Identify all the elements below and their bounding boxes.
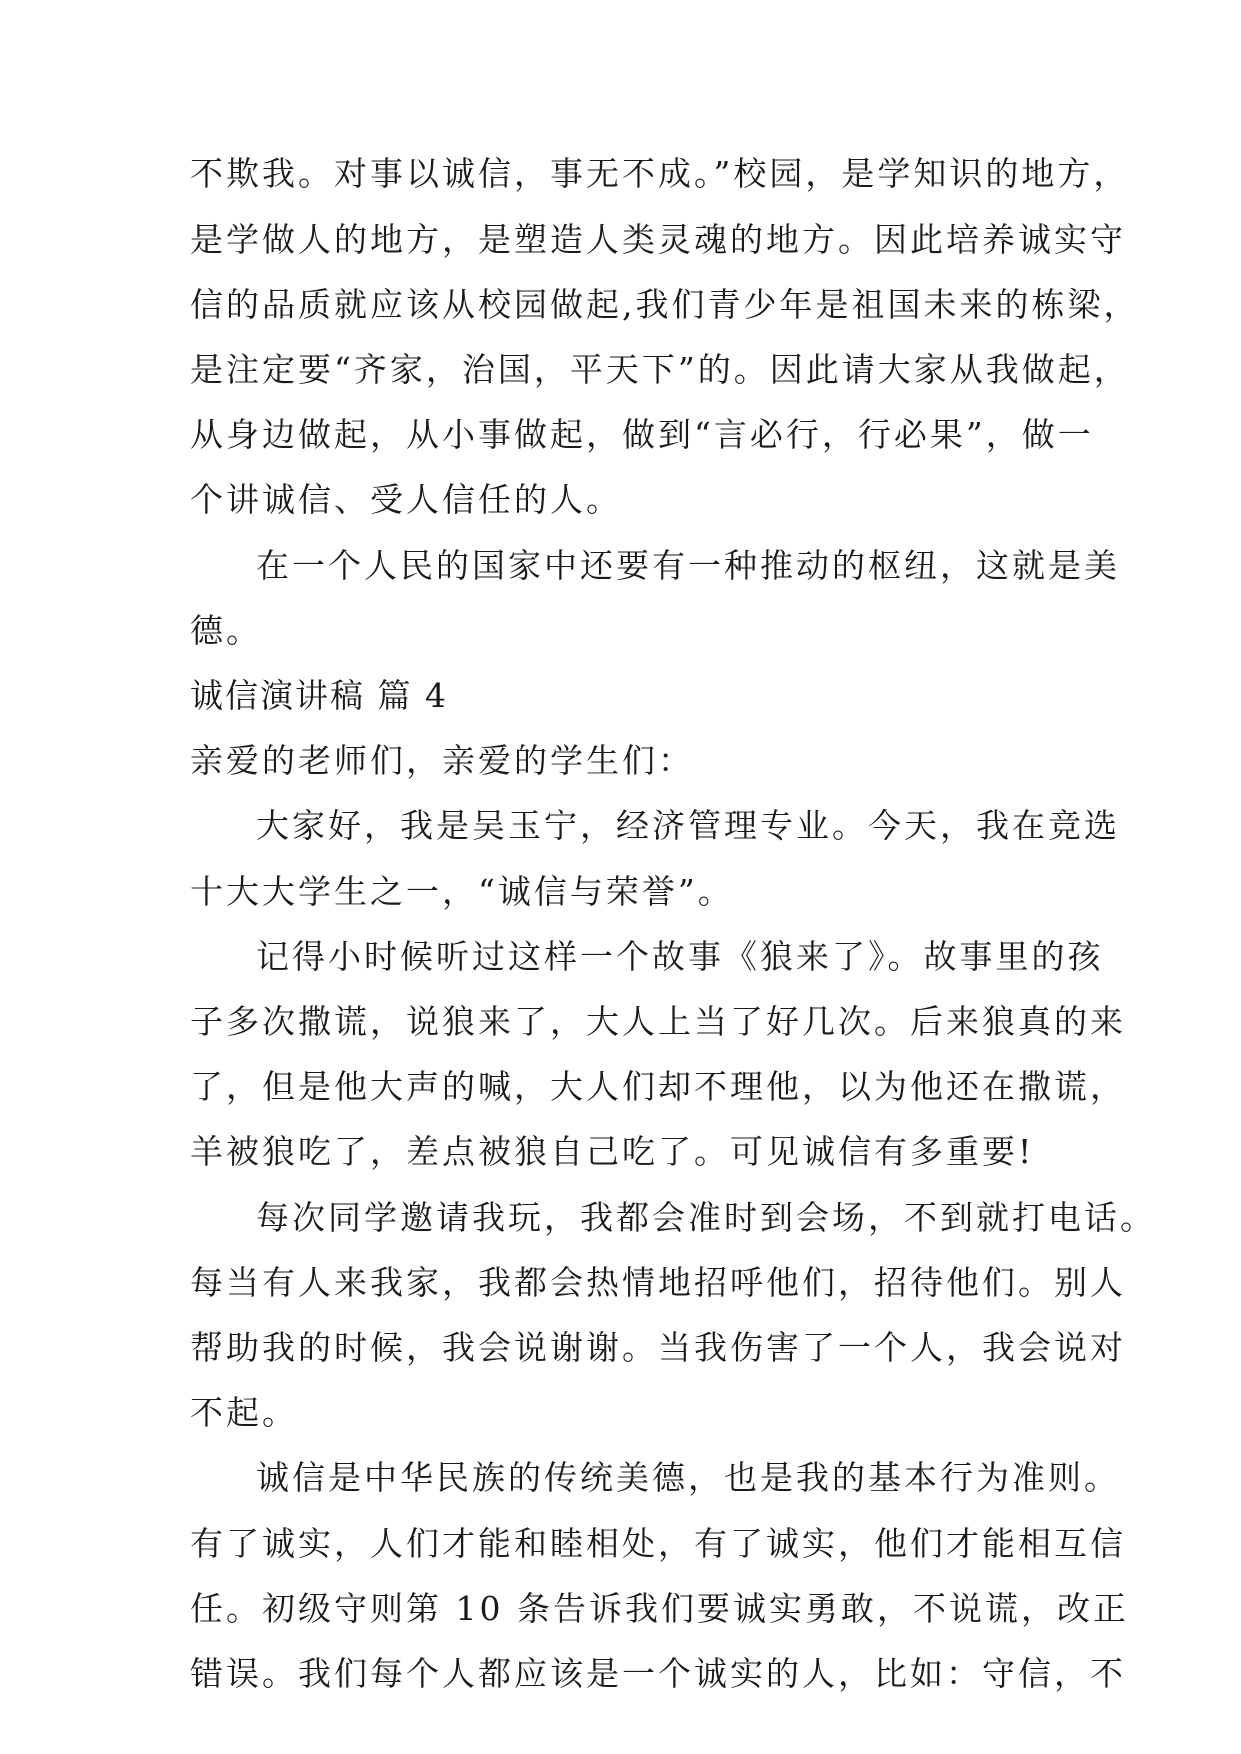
paragraph-first-line: 每次同学邀请我玩，我都会准时到会场，不到就打电话。	[256, 1198, 1156, 1237]
paragraph-first-line: 记得小时候听过这样一个故事《狼来了》。故事里的孩	[256, 937, 1104, 976]
text-line: 是学做人的地方，是塑造人类灵魂的地方。因此培养诚实守	[190, 220, 1126, 259]
paragraph-first-line: 在一个人民的国家中还要有一种推动的枢纽，这就是美	[256, 546, 1120, 585]
paragraph-first-line: 大家好，我是吴玉宁，经济管理专业。今天，我在竞选	[256, 806, 1120, 845]
text-line: 羊被狼吃了，差点被狼自己吃了。可见诚信有多重要!	[190, 1132, 1035, 1171]
text-line: 帮助我的时候，我会说谢谢。当我伤害了一个人，我会说对	[190, 1328, 1126, 1367]
salutation: 亲爱的老师们，亲爱的学生们：	[190, 741, 694, 780]
text-line: 了，但是他大声的喊，大人们却不理他，以为他还在撒谎，	[190, 1067, 1126, 1106]
paragraph-first-line: 诚信是中华民族的传统美德，也是我的基本行为准则。	[256, 1458, 1120, 1497]
text-line: 子多次撒谎，说狼来了，大人上当了好几次。后来狼真的来	[190, 1002, 1126, 1041]
text-line: 从身边做起，从小事做起，做到“言必行，行必果”，做一	[190, 415, 1094, 454]
text-line: 不起。	[190, 1393, 298, 1432]
text-line: 每当有人来我家，我都会热情地招呼他们，招待他们。别人	[190, 1263, 1126, 1302]
text-line: 个讲诚信、受人信任的人。	[190, 480, 622, 519]
text-line: 是注定要“齐家，治国，平天下”的。因此请大家从我做起，	[190, 350, 1130, 389]
text-line: 有了诚实，人们才能和睦相处，有了诚实，他们才能相互信	[190, 1524, 1126, 1563]
text-line: 错误。我们每个人都应该是一个诚实的人，比如：守信，不	[190, 1654, 1126, 1693]
section-heading: 诚信演讲稿 篇 4	[190, 676, 448, 715]
text-line: 任。初级守则第 10 条告诉我们要诚实勇敢，不说谎，改正	[190, 1589, 1129, 1628]
text-line: 德。	[190, 611, 262, 650]
text-line: 不欺我。对事以诚信，事无不成。”校园，是学知识的地方，	[190, 154, 1130, 193]
text-line: 十大大学生之一，“诚信与荣誉”。	[190, 872, 734, 911]
text-line: 信的品质就应该从校园做起,我们青少年是祖国未来的栋梁，	[190, 285, 1140, 324]
